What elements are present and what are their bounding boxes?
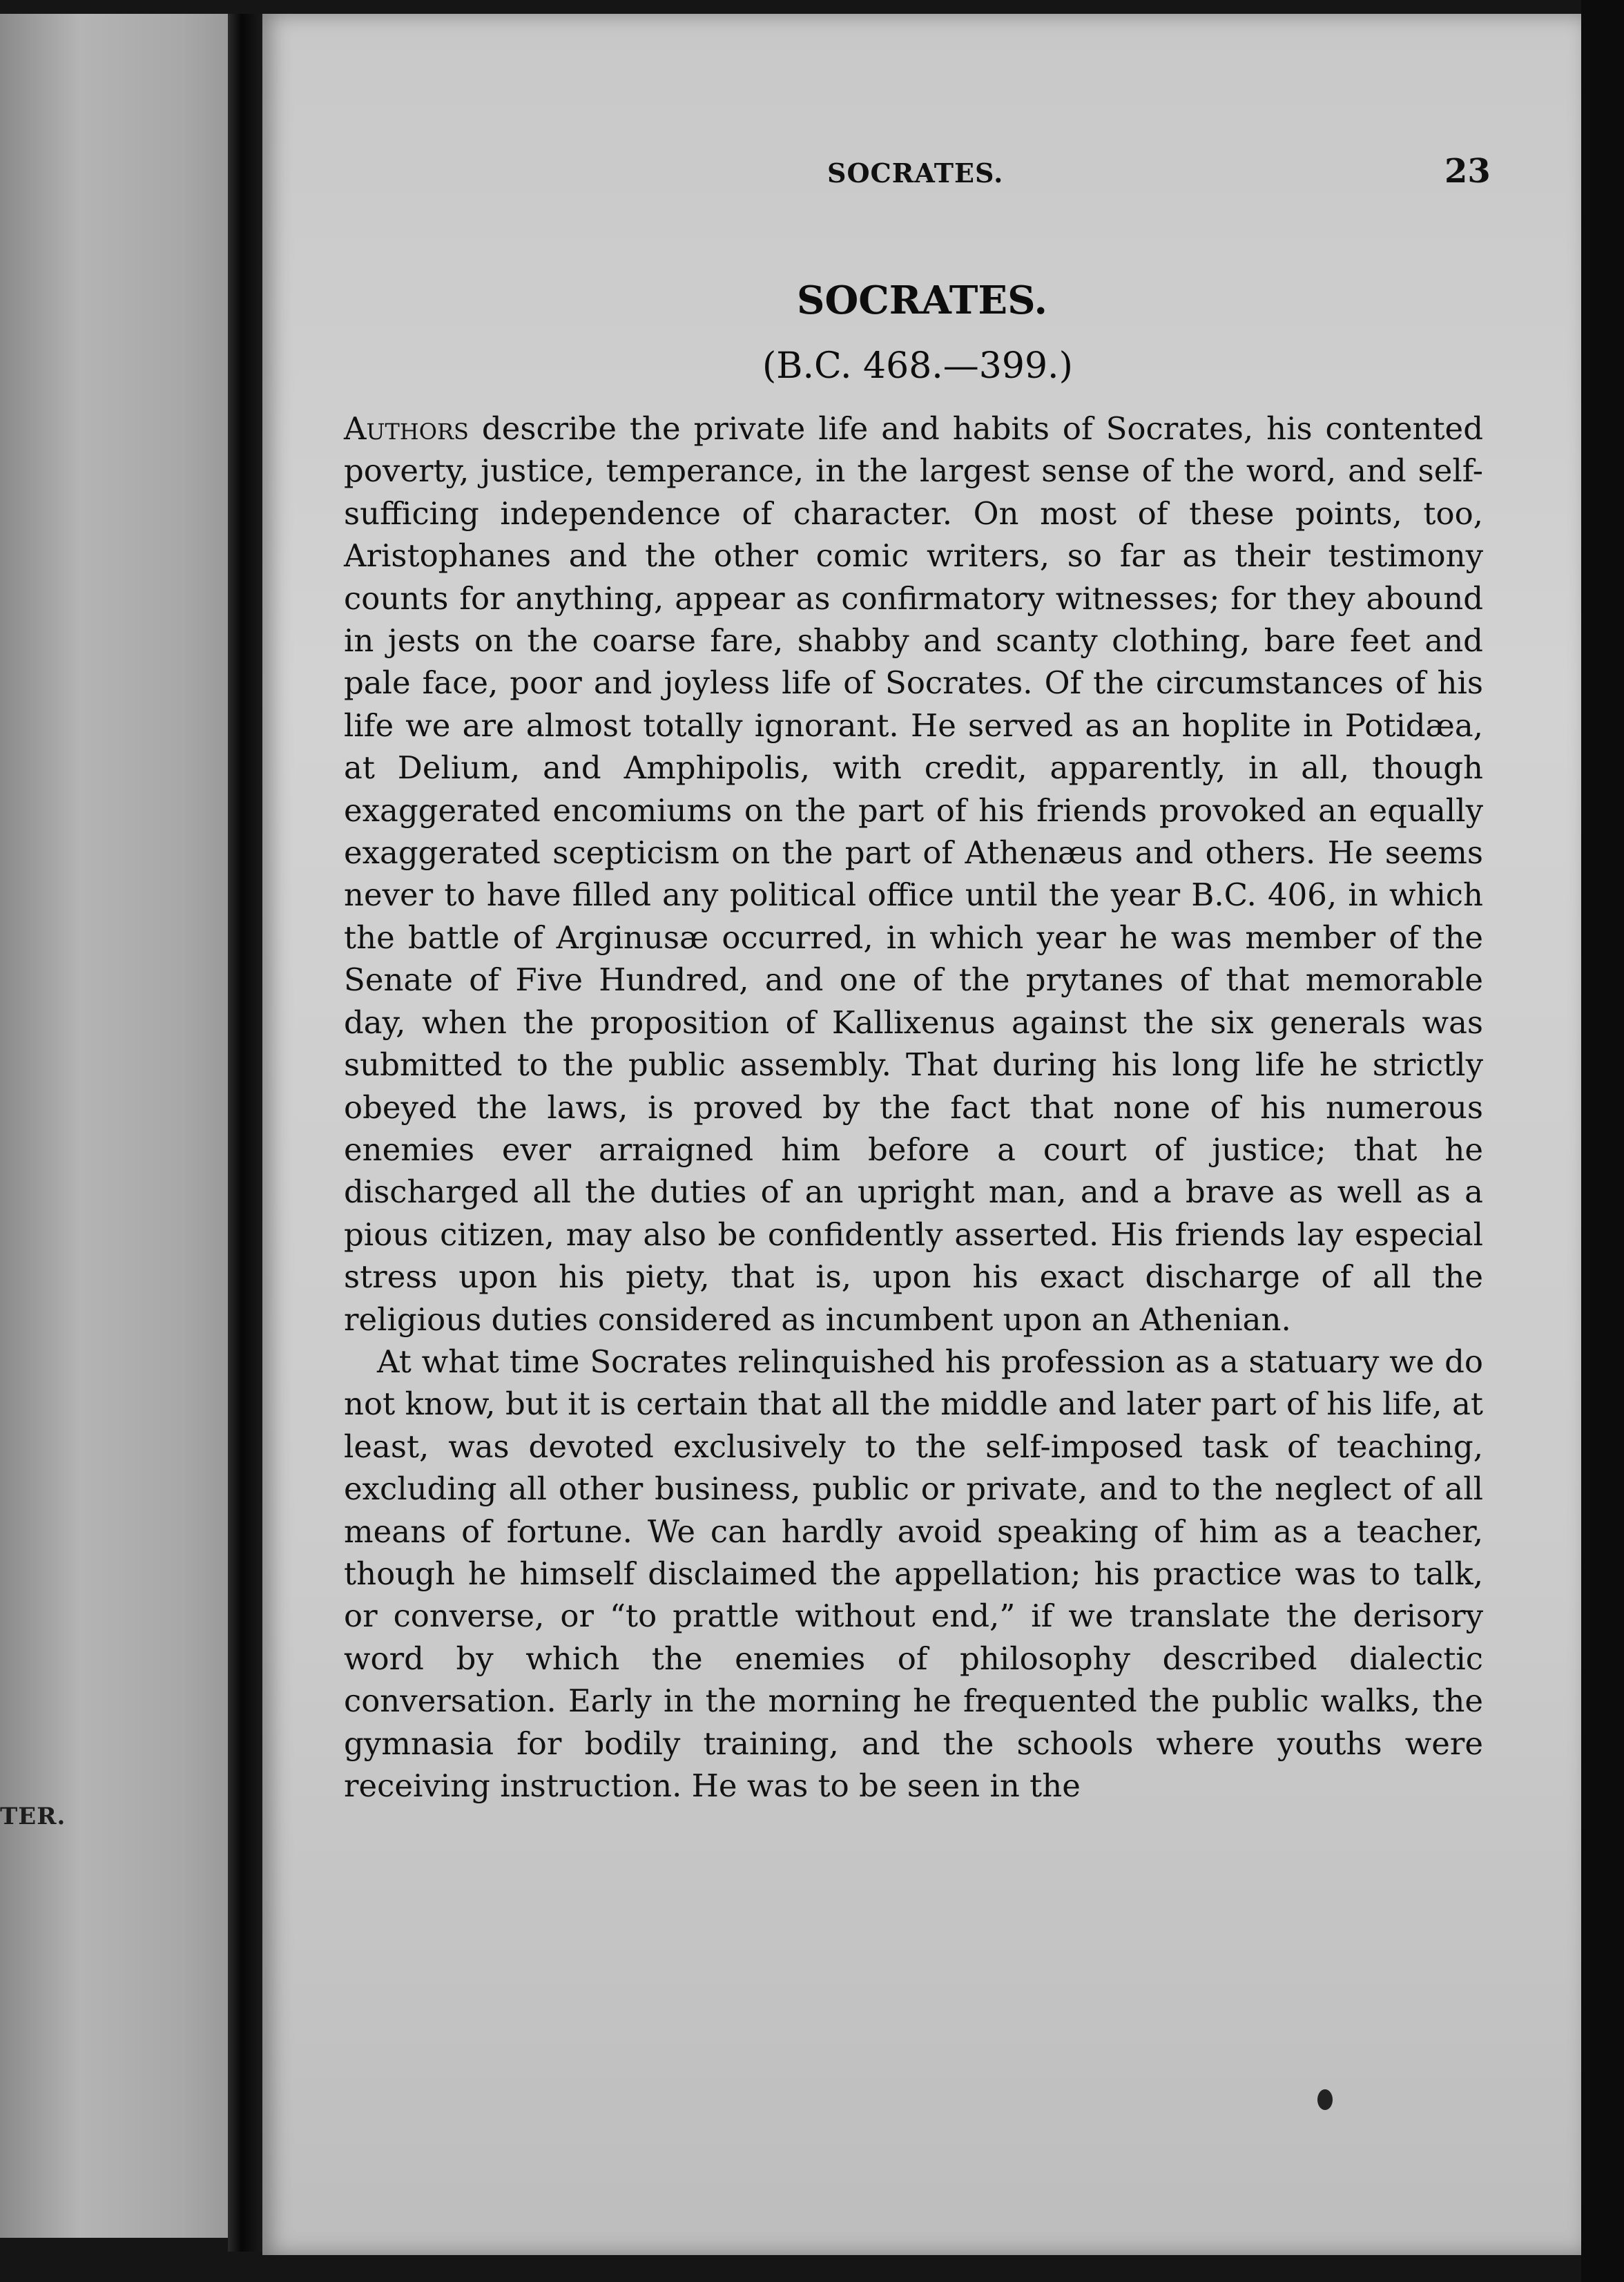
paragraph-1 xyxy=(344,408,1483,1341)
paragraph-1-lead-word: Authors xyxy=(344,410,469,447)
article-title: SOCRATES. xyxy=(797,278,1048,323)
ink-speck xyxy=(1317,2089,1333,2110)
right-border xyxy=(1581,0,1624,2282)
binding-gutter xyxy=(228,14,262,2252)
running-head: SOCRATES. xyxy=(827,157,1004,189)
article-dates: (B.C. 468.—399.) xyxy=(762,345,1073,387)
left-page-edge xyxy=(0,14,228,2238)
paragraph-2: At what time Socrates relinquished his profession as a statuary we do not know, but it is certain that all the middle and later part of his life, at least, was devoted exclusively to the self-imposed task of teaching, excluding all other business, public or private, and to the neglect of all means of fortune. We can hardly avoid speaking of him as a teacher, though he himself disclaimed the appellation; his practice was to talk, or converse, or “to prattle without end,” if we translate the derisory word by which the enemies of philosophy described dialectic conversation. Early in the morning he frequented the public walks, the gymnasia for bodily training, and the schools where youths were receiving instruction. He was to be seen in the xyxy=(344,1343,1483,1804)
page-number: 23 xyxy=(1444,152,1491,191)
left-page-footer-fragment: TER. xyxy=(0,1803,66,1830)
article-body xyxy=(344,408,1483,1807)
paragraph-1-text: describe the private life and habits of Socrates, his contented poverty, justice, temperance, in the largest sense of the word, and self-sufficing independence of character. On most of these points, too, Aristophanes and the other comic writers, so far as their testimony counts for anything, appear as confirmatory witnesses; for they abound in jests on the coarse fare, shabby and scanty clothing, bare feet and pale face, poor and joyless life of Socrates. Of the circumstances of his life we are almost totally ignorant. He served as an hoplite in Potidæa, at Delium, and Amphipolis, with credit, apparently, in all, though exaggerated encomiums on the part of his friends provoked an equally exaggerated scepticism on the part of Athenæus and others. He seems never to have filled any political office until the year B.C. 406, in which the battle of Arginusæ occurred, in which year he was member of the Senate of Five Hundred, and one of the prytanes of that memorable day, when the proposition of Kallixenus against the six generals was submitted to the public assembly. That during his long life he strictly obeyed the laws, is proved by the fact that none of his numerous enemies ever arraigned him before a court of justice; that he discharged all the duties of an upright man, and a brave as well as a pious citizen, may also be confidently asserted. His friends lay especial stress upon his piety, that is, upon his exact discharge of all the religious duties considered as incumbent upon an Athenian. xyxy=(344,410,1483,1338)
